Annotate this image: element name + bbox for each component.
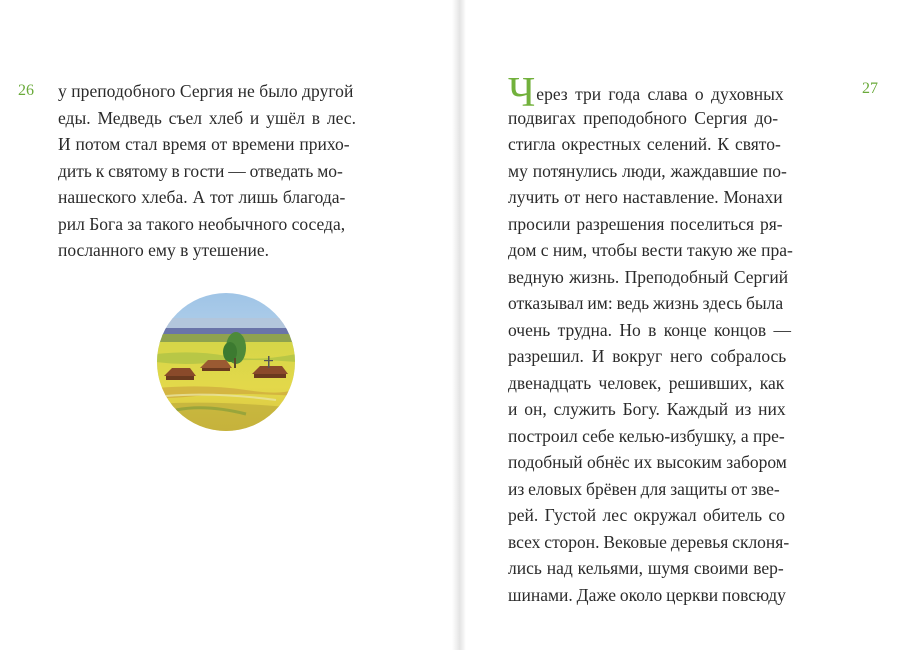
left-page-text	[58, 78, 393, 264]
text-line: просили разрешения поселиться ря-	[508, 213, 783, 234]
text-line: из еловых брёвен для защиты от зве-	[508, 478, 780, 499]
text-line: рей. Густой лес окружал обитель со	[508, 505, 786, 525]
landscape-illustration	[156, 292, 296, 432]
text-line: построил себе келью-избушку, а пре-	[508, 425, 785, 446]
text-line: нашеского хлеба. А тот лишь благода-	[58, 187, 346, 207]
text-line: му потянулись люди, жаждавшие по-	[508, 160, 787, 181]
text-line: отказывал им: ведь жизнь здесь была	[508, 293, 784, 313]
text-line: у преподобного Сергия не было другой	[58, 81, 354, 101]
book-gutter	[452, 0, 466, 650]
text-line: шинами. Даже около церкви повсюду	[508, 584, 786, 605]
text-line: подвигах преподобного Сергия до-	[508, 107, 779, 128]
text-line: дить к святому в гости — отведать мо-	[58, 160, 343, 181]
text-line: И потом стал время от времени прихо-	[58, 134, 350, 154]
text-line: ведную жизнь. Преподобный Сергий	[508, 266, 789, 287]
text-line: еды. Медведь съел хлеб и ушёл в лес.	[58, 107, 356, 128]
text-line: стигла окрестных селений. К свято-	[508, 134, 781, 154]
text-line: посланного ему в утешение.	[58, 240, 270, 260]
text-line: всех сторон. Вековые деревья склоня-	[508, 531, 790, 552]
text-line: лучить от него наставление. Монахи	[508, 187, 783, 207]
text-line: двенадцать человек, решивших, как	[508, 372, 785, 393]
right-page-text	[508, 70, 843, 608]
text-line: разрешил. И вокруг него собралось	[508, 346, 787, 366]
text-line: рил Бога за такого необычного соседа,	[58, 213, 346, 234]
text-line: и он, служить Богу. Каждый из них	[508, 399, 786, 419]
right-page-number: 27	[862, 80, 878, 97]
drop-cap: Ч	[508, 70, 536, 116]
first-line	[508, 70, 843, 116]
text-line: лись над кельями, шумя своими вер-	[508, 558, 784, 578]
left-page-number: 26	[18, 82, 34, 99]
first-line-text: ерез три года слава о духовных	[536, 84, 784, 104]
text-line: подобный обнёс их высоким забором	[508, 452, 787, 472]
text-line: очень трудна. Но в конце концов —	[508, 319, 792, 340]
text-line: дом с ним, чтобы вести такую же пра-	[508, 240, 793, 260]
